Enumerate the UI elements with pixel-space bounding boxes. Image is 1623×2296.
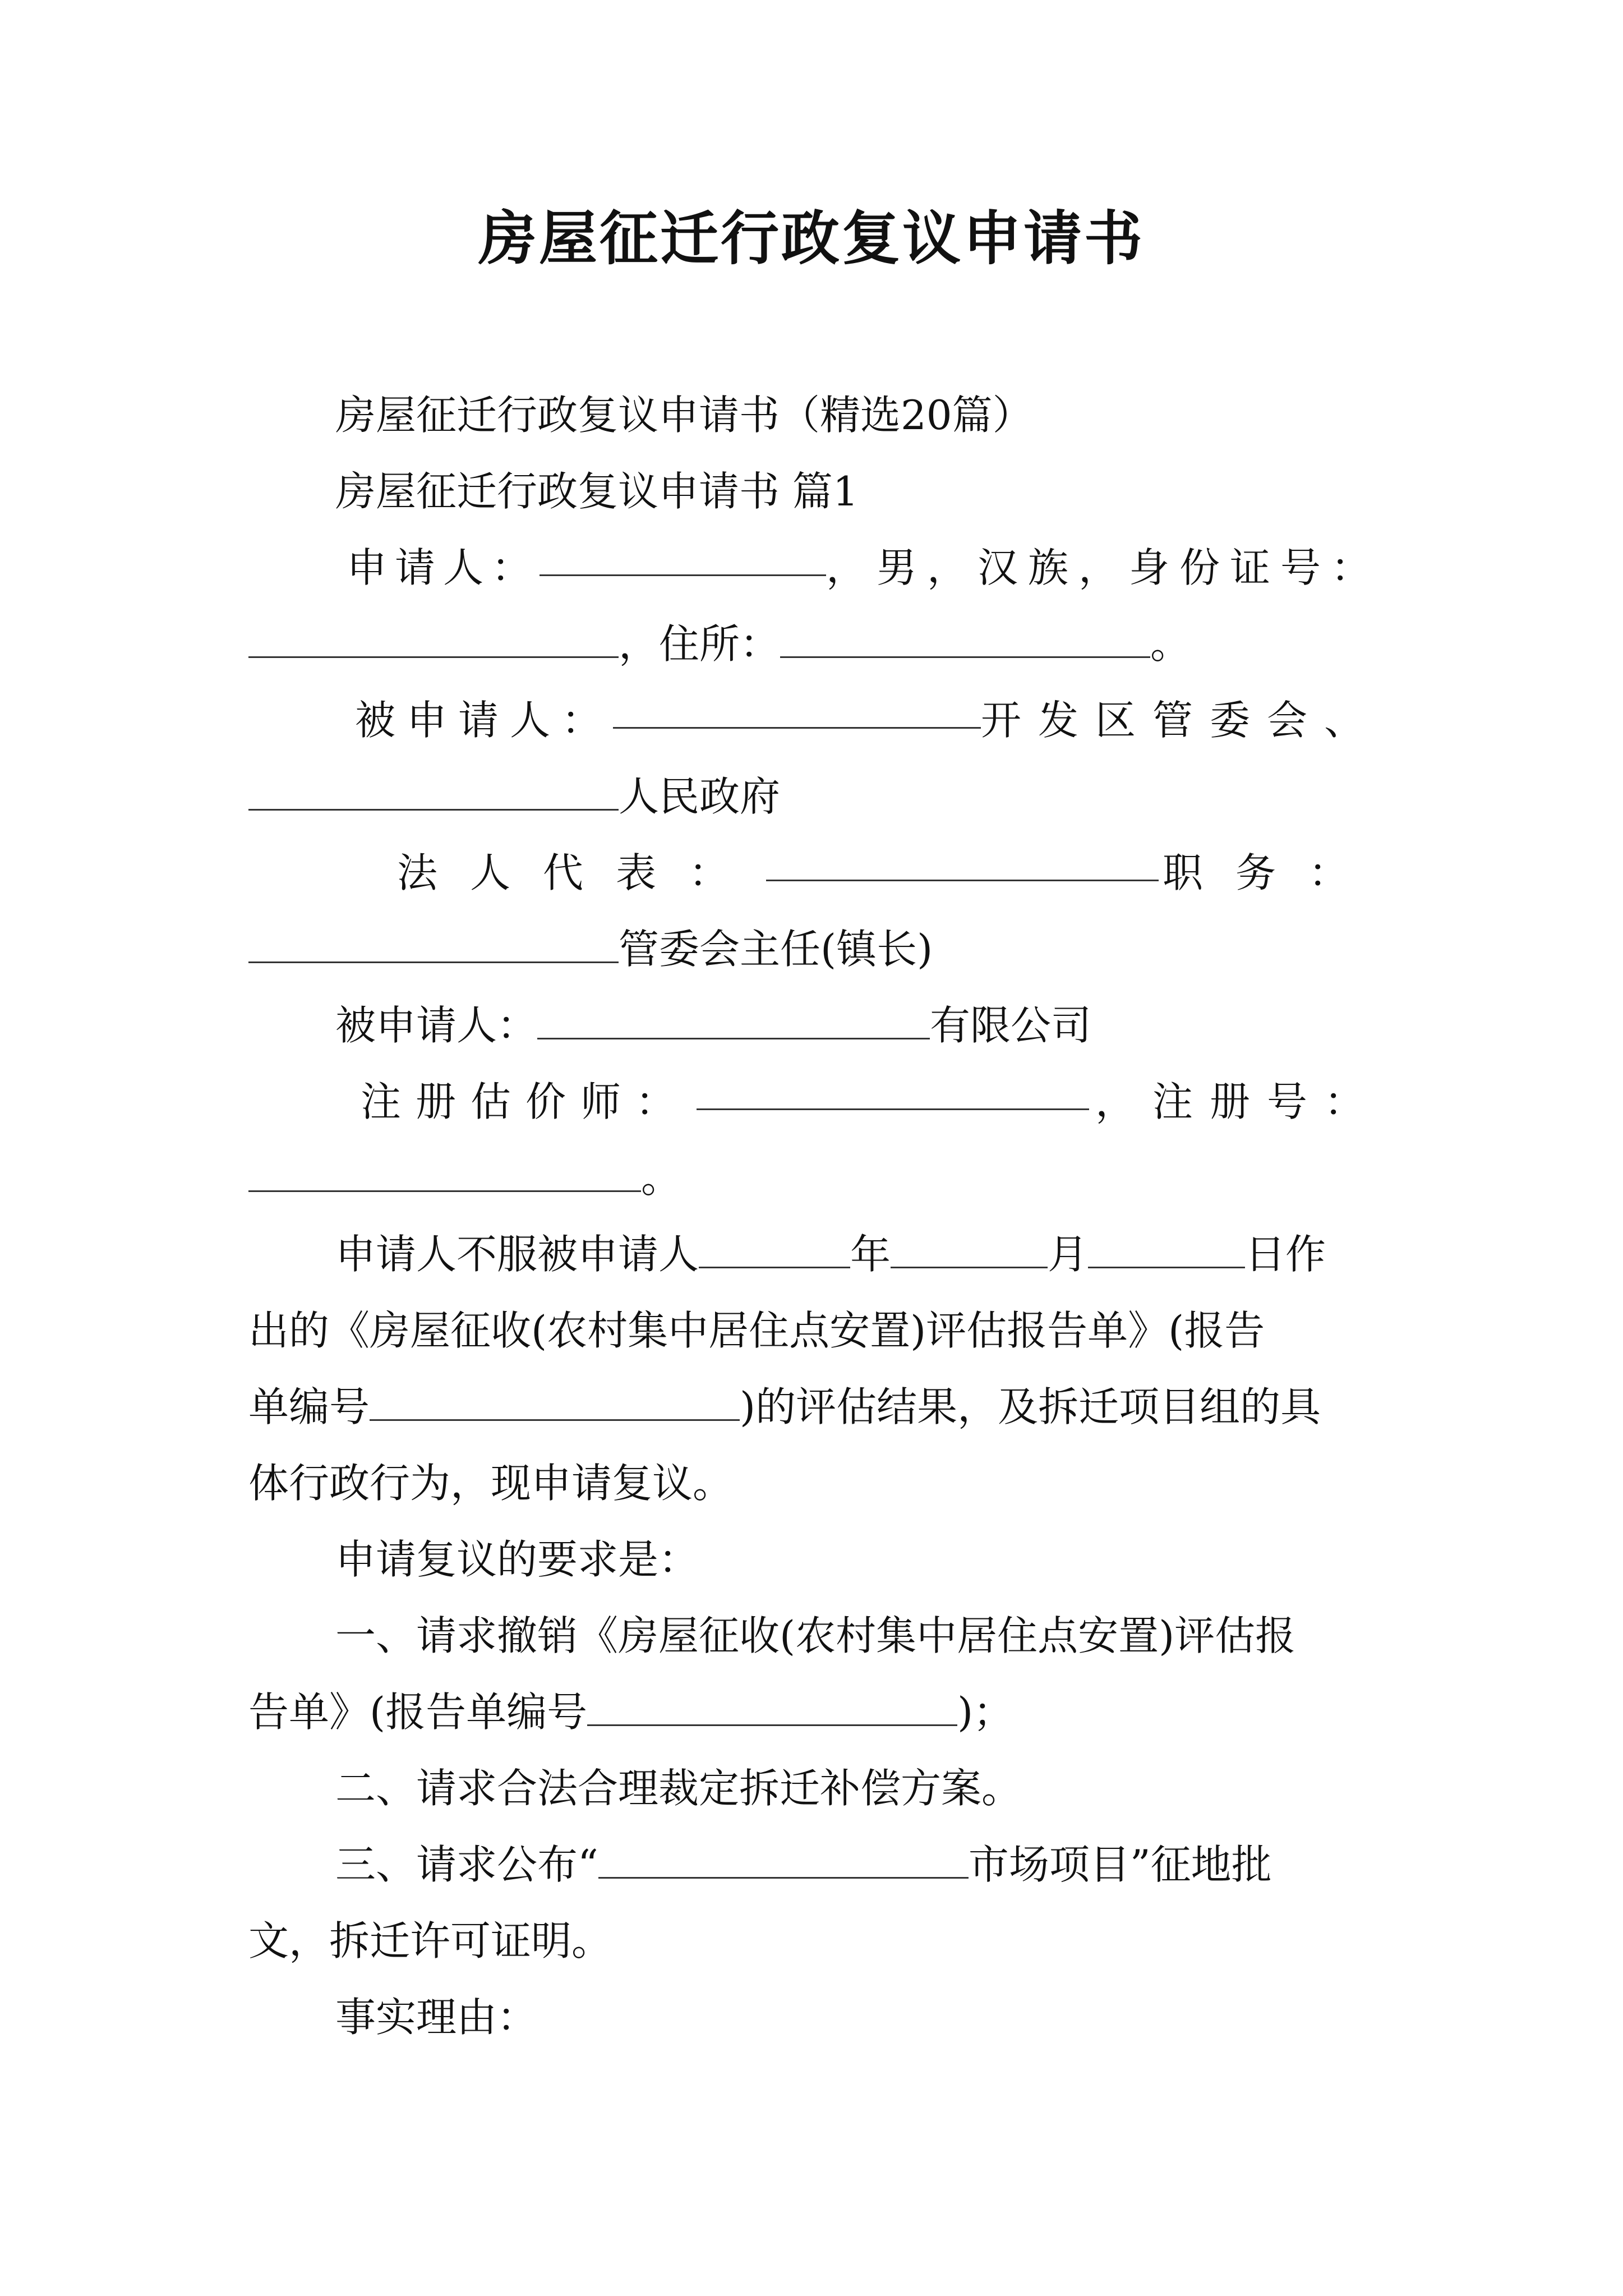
address-line [248, 616, 1381, 672]
respondent2-line [248, 997, 1468, 1053]
id-number-blank [248, 622, 619, 658]
paragraph-line-1 [248, 1226, 1468, 1282]
reg-no-line [248, 1150, 1381, 1206]
respondent1-line [248, 692, 1381, 748]
paragraph-text: )； [957, 1688, 1014, 1736]
position-label: 职务： [1162, 849, 1381, 896]
request-3-line-2: 文，拆迁许可证明。 [248, 1917, 612, 1964]
appraiser-label: 注册估价师： [361, 1078, 691, 1125]
legal-rep-label: 法人代表： [397, 849, 762, 896]
respondent2-blank [537, 1003, 930, 1039]
address-label: ，住所： [619, 620, 781, 668]
report-no-blank-2 [587, 1690, 957, 1726]
reg-no-label: ，注册号： [1095, 1078, 1381, 1125]
gov-blank [248, 774, 619, 811]
applicant-line [248, 540, 1381, 596]
day-label: 日作 [1245, 1231, 1326, 1278]
respondent1-suffix: 开发区管委会、 [980, 697, 1381, 744]
paragraph-text: 告单》(报告单编号 [248, 1688, 588, 1736]
paragraph-line-4: 体行政行为，现申请复议。 [248, 1460, 734, 1507]
legal-rep-line [248, 845, 1381, 901]
reg-no-blank [248, 1156, 641, 1192]
applicant-name-blank [540, 540, 826, 576]
position-blank [248, 927, 619, 963]
paragraph-text: 市场项目”征地批 [968, 1841, 1272, 1888]
address-blank [780, 622, 1150, 658]
respondent1-blank [613, 692, 981, 729]
respondent2-label: 被申请人： [335, 1002, 538, 1049]
request-1-line-1: 一、请求撤销《房屋征收(农村集中居住点安置)评估报 [335, 1612, 1296, 1659]
respondent1-gov: 人民政府 [619, 773, 781, 820]
year-label: 年 [850, 1231, 891, 1278]
request-3-line-1 [248, 1837, 1468, 1893]
paragraph-text: 申请人不服被申请人 [335, 1231, 699, 1278]
paragraph-text: )的评估结果，及拆迁项目组的具 [740, 1383, 1321, 1430]
report-no-blank [370, 1384, 740, 1421]
address-end: 。 [1150, 620, 1191, 668]
appraiser-blank [697, 1074, 1089, 1110]
paragraph-line-3 [248, 1379, 1381, 1435]
chapter-heading: 房屋征迁行政复议申请书 篇1 [335, 468, 859, 515]
position-line [248, 921, 1381, 977]
year-blank [699, 1232, 850, 1268]
appraiser-line [248, 1074, 1381, 1130]
position-value: 管委会主任(镇长) [619, 926, 933, 973]
reg-no-end: 。 [641, 1154, 682, 1202]
collection-heading: 房屋征迁行政复议申请书（精选20篇） [335, 392, 1033, 439]
respondent1-gov-line [248, 769, 1381, 825]
respondent1-label: 被申请人： [355, 697, 614, 744]
facts-heading: 事实理由： [335, 1994, 538, 2041]
month-blank [891, 1232, 1048, 1268]
market-project-blank [598, 1842, 969, 1879]
day-blank [1088, 1232, 1245, 1268]
page-title: 房屋征迁行政复议申请书 [478, 204, 1145, 273]
paragraph-line-2: 出的《房屋征收(农村集中居住点安置)评估报告单》(报告 [248, 1307, 1265, 1354]
request-2: 二、请求合法合理裁定拆迁补偿方案。 [335, 1765, 1022, 1812]
legal-rep-blank [766, 845, 1159, 881]
paragraph-text: 三、请求公布“ [335, 1841, 598, 1888]
month-label: 月 [1048, 1231, 1089, 1278]
respondent2-suffix: 有限公司 [930, 1002, 1092, 1049]
request-heading: 申请复议的要求是： [335, 1536, 699, 1583]
request-1-line-2 [248, 1684, 1381, 1740]
paragraph-text: 单编号 [248, 1383, 370, 1430]
applicant-label: 申请人： [347, 544, 540, 591]
applicant-info: ，男，汉族，身份证号： [826, 544, 1381, 591]
